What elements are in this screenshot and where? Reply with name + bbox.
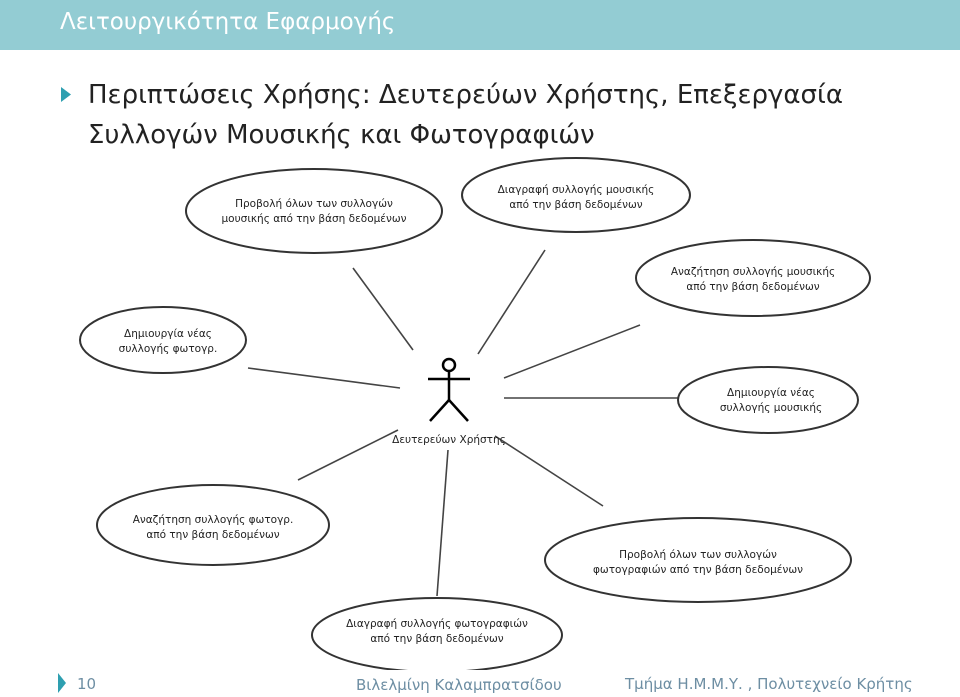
use-case-label: Δημιουργία νέας	[124, 328, 212, 340]
use-case-label: Δημιουργία νέας	[727, 387, 815, 399]
use-case-label: από την βάση δεδομένων	[509, 199, 643, 211]
association-line	[248, 368, 400, 388]
bullet-text: Περιπτώσεις Χρήσης: Δευτερεύων Χρήστης, Επεξεργασία Συλλογών Μουσικής και Φωτογραφιών	[88, 80, 843, 150]
slide-title: Λειτουργικότητα Εφαρμογής	[60, 9, 396, 35]
association-line	[437, 450, 448, 596]
association-line	[478, 250, 545, 354]
use-case-label: Προβολή όλων των συλλογών	[235, 198, 393, 210]
use-case-ellipse	[80, 307, 246, 373]
use-case-label: από την βάση δεδομένων	[146, 529, 280, 541]
use-case-label: φωτογραφιών από την βάση δεδομένων	[592, 564, 804, 576]
actor-label: Δευτερεύων Χρήστης	[392, 434, 506, 446]
footer-department: Τμήμα Η.Μ.Μ.Υ. , Πολυτεχνείο Κρήτης	[625, 675, 913, 693]
stick-figure-icon	[428, 359, 470, 421]
use-case-label: από την βάση δεδομένων	[686, 281, 820, 293]
use-case-label: συλλογής μουσικής	[719, 402, 823, 414]
use-case-diagram	[0, 150, 960, 670]
use-case-label: από την βάση δεδομένων	[370, 633, 504, 645]
association-line	[298, 430, 398, 480]
use-case-ellipse	[186, 169, 442, 253]
use-case-ellipse	[636, 240, 870, 316]
page-number: 10	[77, 675, 97, 693]
footer-author: Βιλελμίνη Καλαμπρατσίδου	[356, 676, 562, 694]
use-case-label: συλλογής φωτογρ.	[118, 343, 218, 355]
use-case-label: Αναζήτηση συλλογής μουσικής	[670, 266, 836, 278]
triangle-arrow-icon	[60, 86, 72, 103]
use-case-label: Προβολή όλων των συλλογών	[619, 549, 777, 561]
association-line	[504, 325, 640, 378]
page-marker-icon	[58, 673, 66, 693]
use-case-label: μουσικής από την βάση δεδομένων	[221, 213, 407, 225]
use-case-label: Αναζήτηση συλλογής φωτογρ.	[132, 514, 294, 526]
association-line	[353, 268, 413, 350]
use-case-label: Διαγραφή συλλογής μουσικής	[497, 184, 655, 196]
use-case-ellipse	[678, 367, 858, 433]
use-case-label: Διαγραφή συλλογής φωτογραφιών	[346, 618, 528, 630]
title-bar	[0, 0, 960, 50]
association-line	[495, 436, 603, 506]
